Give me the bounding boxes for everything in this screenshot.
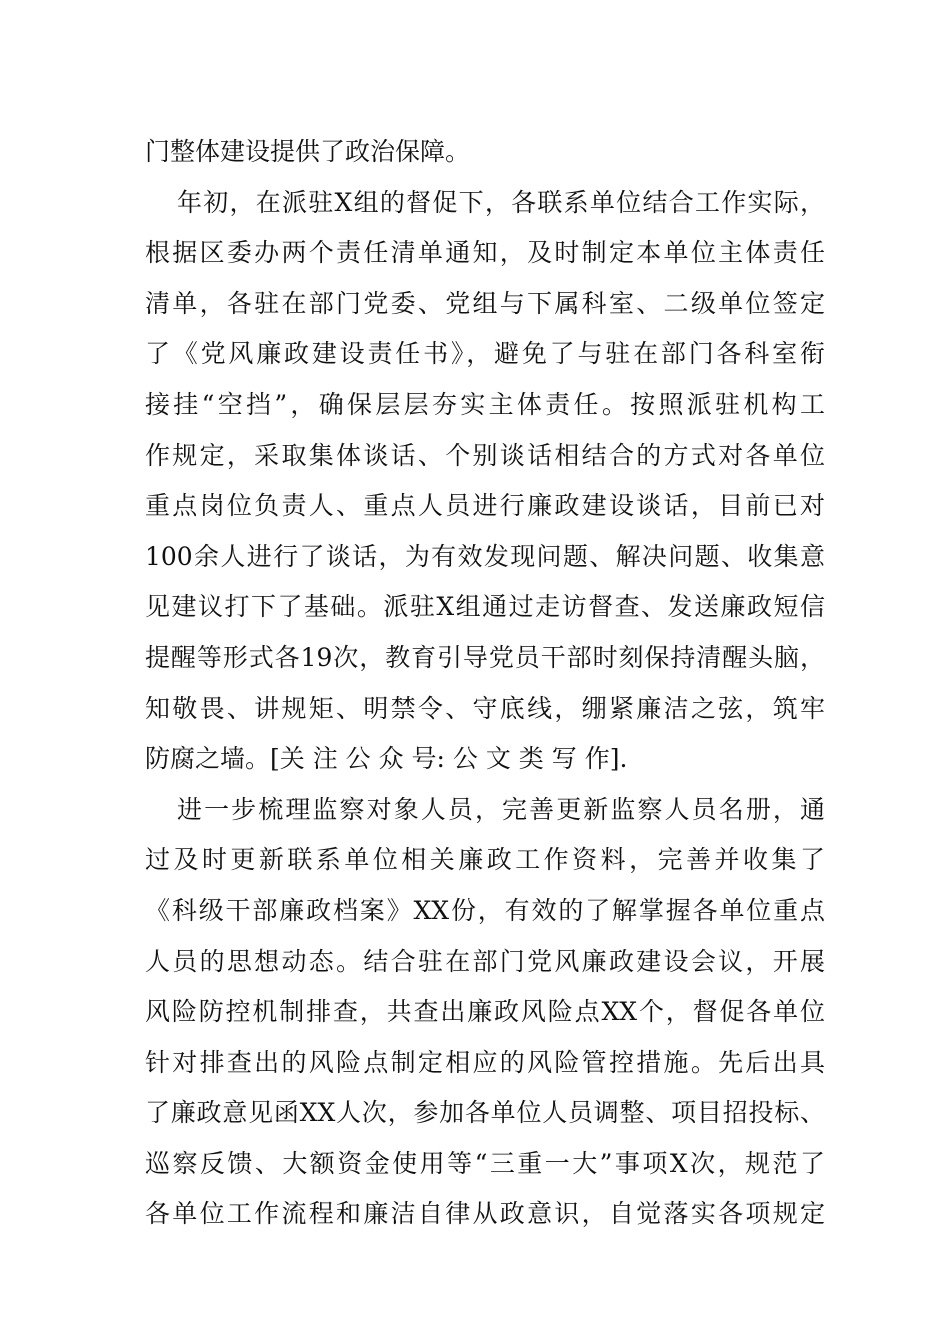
text-line-21: 巡察反馈、大额资金使用等“三重一大”事项X次，规范了	[145, 1148, 825, 1178]
text-line-17: 人员的思想动态。结合驻在部门党风廉政建设会议，开展	[145, 946, 825, 976]
text-line-3: 根据区委办两个责任清单通知，及时制定本单位主体责任	[145, 238, 825, 268]
text-line-13: 防腐之墙。[关 注 公 众 号: 公 文 类 写 作].	[145, 744, 628, 774]
text-line-4: 清单，各驻在部门党委、党组与下属科室、二级单位签定	[145, 288, 825, 318]
text-line-11: 提醒等形式各19次，教育引导党员干部时刻保持清醒头脑，	[145, 642, 825, 672]
text-line-15: 过及时更新联系单位相关廉政工作资料，完善并收集了	[145, 845, 825, 875]
text-line-8: 重点岗位负责人、重点人员进行廉政建设谈话，目前已对	[145, 491, 825, 521]
text-line-1: 门整体建设提供了政治保障。	[145, 137, 471, 166]
text-line-22: 各单位工作流程和廉洁自律从政意识，自觉落实各项规定	[145, 1199, 825, 1229]
text-line-2: 年初，在派驻X组的督促下，各联系单位结合工作实际，	[177, 187, 825, 217]
text-line-20: 了廉政意见函XX人次，参加各单位人员调整、项目招投标、	[145, 1098, 825, 1128]
text-line-18: 风险防控机制排查，共查出廉政风险点XX个，督促各单位	[145, 997, 825, 1027]
text-line-12: 知敬畏、讲规矩、明禁令、守底线，绷紧廉洁之弦，筑牢	[145, 693, 825, 723]
text-line-19: 针对排查出的风险点制定相应的风险管控措施。先后出具	[145, 1047, 825, 1077]
text-line-5: 了《党风廉政建设责任书》，避免了与驻在部门各科室衔	[145, 339, 825, 369]
text-line-9: 100余人进行了谈话，为有效发现问题、解决问题、收集意	[145, 541, 825, 571]
document-body	[145, 127, 825, 1240]
text-line-10: 见建议打下了基础。派驻X组通过走访督查、发送廉政短信	[145, 592, 825, 622]
text-line-6: 接挂“空挡”，确保层层夯实主体责任。按照派驻机构工	[145, 389, 825, 419]
text-line-16: 《科级干部廉政档案》XX份，有效的了解掌握各单位重点	[145, 895, 825, 925]
text-line-14: 进一步梳理监察对象人员，完善更新监察人员名册，通	[177, 794, 825, 824]
text-line-7: 作规定，采取集体谈话、个别谈话相结合的方式对各单位	[145, 440, 825, 470]
